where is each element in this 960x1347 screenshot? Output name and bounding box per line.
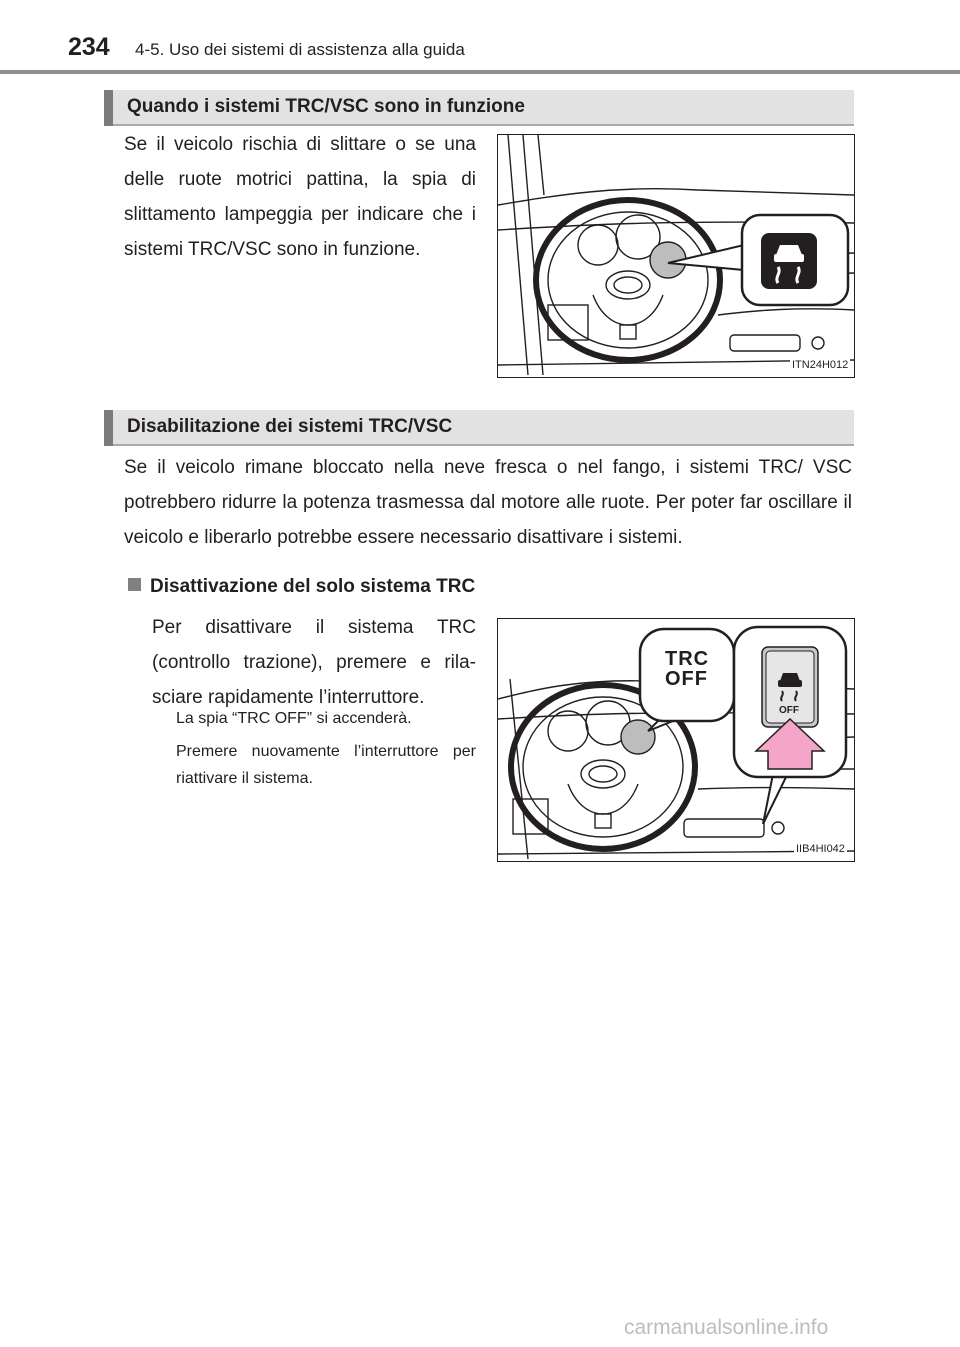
- section1-paragraph: Se il veicolo rischia di slittare o se una delle ruote motrici pattina, la spia di slittamento lampeggia per indicare che i sistemi TRC/VSC sono in funzione.: [124, 134, 476, 260]
- figure-trc-off-switch: [497, 618, 855, 862]
- page-header: [0, 0, 960, 75]
- section-heading-text: Disabilitazione dei sistemi TRC/VSC: [127, 416, 453, 437]
- subsection-heading-text: Disattivazione del solo sistema TRC: [150, 576, 476, 597]
- subsection-note-2: Premere nuovamente l’interruttore per riattivare il sistema.: [176, 743, 476, 787]
- header-rule: [0, 70, 960, 74]
- figure-slip-indicator: [497, 134, 855, 378]
- section-heading-trc-vsc-active: [104, 90, 854, 126]
- section-heading-text: Quando i sistemi TRC/VSC sono in funzione: [127, 96, 525, 117]
- square-bullet-icon: [128, 578, 141, 591]
- watermark: carmanualsonline.info: [624, 1316, 829, 1339]
- page-number: 234: [68, 33, 110, 61]
- trc-switch-off-label: OFF: [779, 705, 799, 716]
- section2-paragraph: Se il veicolo rimane bloccato nella neve fresca o nel fango, i sistemi TRC/ VSC potrebbero ridurre la potenza trasmessa dal motore alle ruote. Per poter far oscillare il veicolo e liberarlo potrebbe essere necessario disattivare i sistemi.: [124, 457, 852, 548]
- subsection-paragraph: Per disattivare il sistema TRC (controllo trazione), premere e rila- sciare rapidamente l’interruttore.: [152, 617, 476, 708]
- chapter-title: 4-5. Uso dei sistemi di assistenza alla guida: [135, 40, 465, 59]
- section-heading-bar: [104, 410, 113, 446]
- dashboard-illustration: [498, 135, 854, 377]
- section-heading-bar: [104, 90, 113, 126]
- slip-indicator-icon: [761, 233, 817, 289]
- figure-code: ITN24H012: [792, 359, 849, 371]
- trc-off-indicator-line2: OFF: [665, 668, 708, 690]
- subsection-note-1: La spia “TRC OFF” si accenderà.: [176, 710, 412, 727]
- figure-code: IIB4HI042: [796, 843, 845, 855]
- trc-off-indicator-line1: TRC: [665, 648, 710, 670]
- section-heading-disable-trc-vsc: [104, 410, 854, 446]
- subsection-heading: [128, 576, 475, 598]
